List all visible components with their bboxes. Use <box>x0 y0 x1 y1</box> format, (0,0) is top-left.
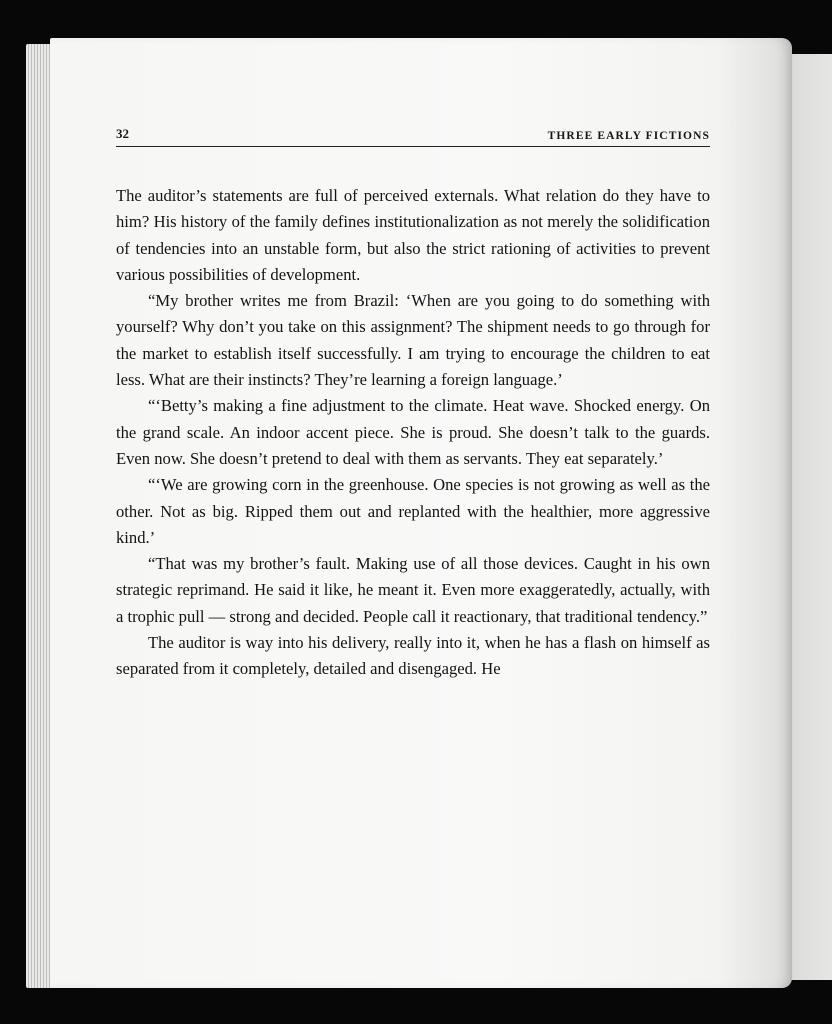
paragraph: “‘Betty’s making a fine adjustment to the climate. Heat wave. Shocked energy. On the grand scale. An indoor accent piece. She is proud. She doesn’t talk to the guards. Even now. She doesn’t pretend to deal with them as servants. They eat separately.’ <box>116 396 710 468</box>
paragraph: The auditor’s statements are full of perceived externals. What relation do they have to him? His history of the family defines institutionalization as not merely the solidification of tendencies into an unstable form, but also the strict rationing of activities to prevent various possibilities of development. <box>116 186 710 284</box>
running-title: THREE EARLY FICTIONS <box>547 130 710 142</box>
paragraph: “That was my brother’s fault. Making use of all those devices. Caught in his own strategic reprimand. He said it like, he meant it. Even more exaggeratedly, actually, with a trophic pull — strong and decided. People call it reactionary, that traditional tendency.” <box>116 554 710 626</box>
page-number: 32 <box>116 126 129 141</box>
paragraph: The auditor is way into his delivery, really into it, when he has a flash on himself as separated from it completely, detailed and disengaged. He <box>116 633 710 679</box>
running-head <box>116 124 710 147</box>
body-text <box>116 183 710 683</box>
paragraph: “‘We are growing corn in the greenhouse. One species is not growing as well as the other. Not as big. Ripped them out and replanted with the healthier, more aggressive kind.’ <box>116 475 710 547</box>
paragraph: “My brother writes me from Brazil: ‘When are you going to do something with yourself? Why don’t you take on this assignment? The shipment needs to go through for the market to establish itself successfully. I am trying to encourage the children to eat less. What are their instincts? They’re learning a foreign language.’ <box>116 291 710 390</box>
